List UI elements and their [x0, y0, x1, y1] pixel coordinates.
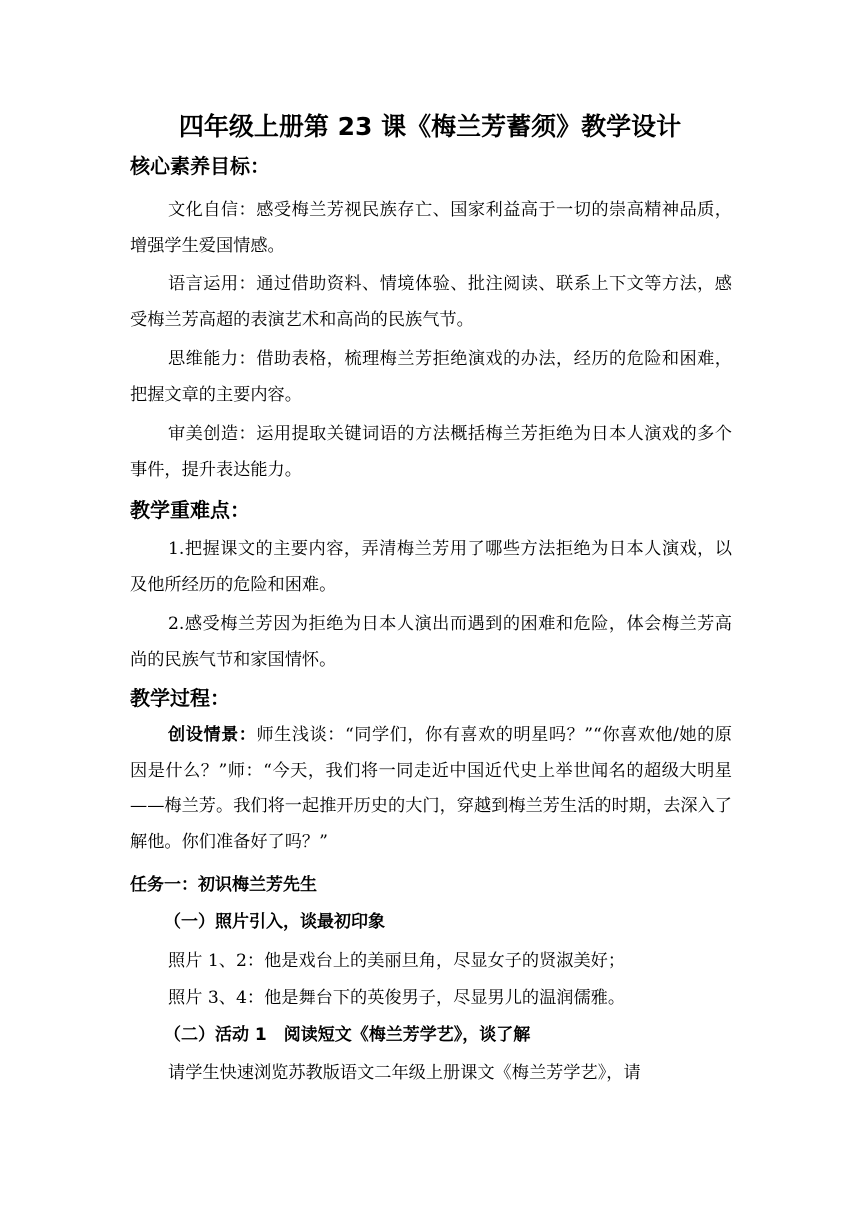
- heading-core-goals: 核心素养目标：: [130, 154, 270, 178]
- heading-key-points: 教学重难点：: [130, 498, 250, 522]
- photo-line-2: 照片 3、4：他是舞台下的英俊男子，尽显男儿的温润儒雅。: [168, 988, 626, 1008]
- heading-process: 教学过程：: [130, 686, 230, 710]
- document-title: 四年级上册第 23 课《梅兰芳蓄须》教学设计: [178, 112, 682, 141]
- photo-line-1: 照片 1、2：他是戏台上的美丽旦角，尽显女子的贤淑美好；: [168, 951, 626, 971]
- intro-text: 师生浅谈：“同学们，你有喜欢的明星吗？”“你喜欢他/她的原因是什么？”师：“今天，我们将一同走近中国近代史上举世闻名的超级大明星——梅兰芳。我们将一起推开历史的大门，穿越到梅兰芳生活的时期，去深入了解他。你们准备好了吗？”: [130, 725, 732, 852]
- key-point-2: 2.感受梅兰芳因为拒绝为日本人演出而遇到的困难和危险，体会梅兰芳高尚的民族气节和家国情怀。: [130, 614, 732, 670]
- intro-label: 创设情景：: [168, 725, 257, 745]
- step-2-heading: （二）活动 1 阅读短文《梅兰芳学艺》，谈了解: [164, 1025, 531, 1045]
- core-goal-language: 语言运用：通过借助资料、情境体验、批注阅读、联系上下文等方法，感受梅兰芳高超的表演艺术和高尚的民族气节。: [130, 274, 732, 330]
- core-goal-culture: 文化自信：感受梅兰芳视民族存亡、国家利益高于一切的崇高精神品质，增强学生爱国情感。: [130, 200, 732, 256]
- task-1-heading: 任务一：初识梅兰芳先生: [130, 875, 317, 895]
- step-2-text: 请学生快速浏览苏教版语文二年级上册课文《梅兰芳学艺》，请: [168, 1063, 641, 1083]
- step-1-heading: （一）照片引入，谈最初印象: [164, 912, 385, 932]
- process-intro: [130, 718, 732, 860]
- core-goal-thinking: 思维能力：借助表格，梳理梅兰芳拒绝演戏的办法，经历的危险和困难，把握文章的主要内容。: [130, 349, 732, 405]
- key-point-1: 1.把握课文的主要内容，弄清梅兰芳用了哪些方法拒绝为日本人演戏，以及他所经历的危险和困难。: [130, 539, 732, 595]
- core-goal-aesthetics: 审美创造：运用提取关键词语的方法概括梅兰芳拒绝为日本人演戏的多个事件，提升表达能力。: [130, 424, 732, 480]
